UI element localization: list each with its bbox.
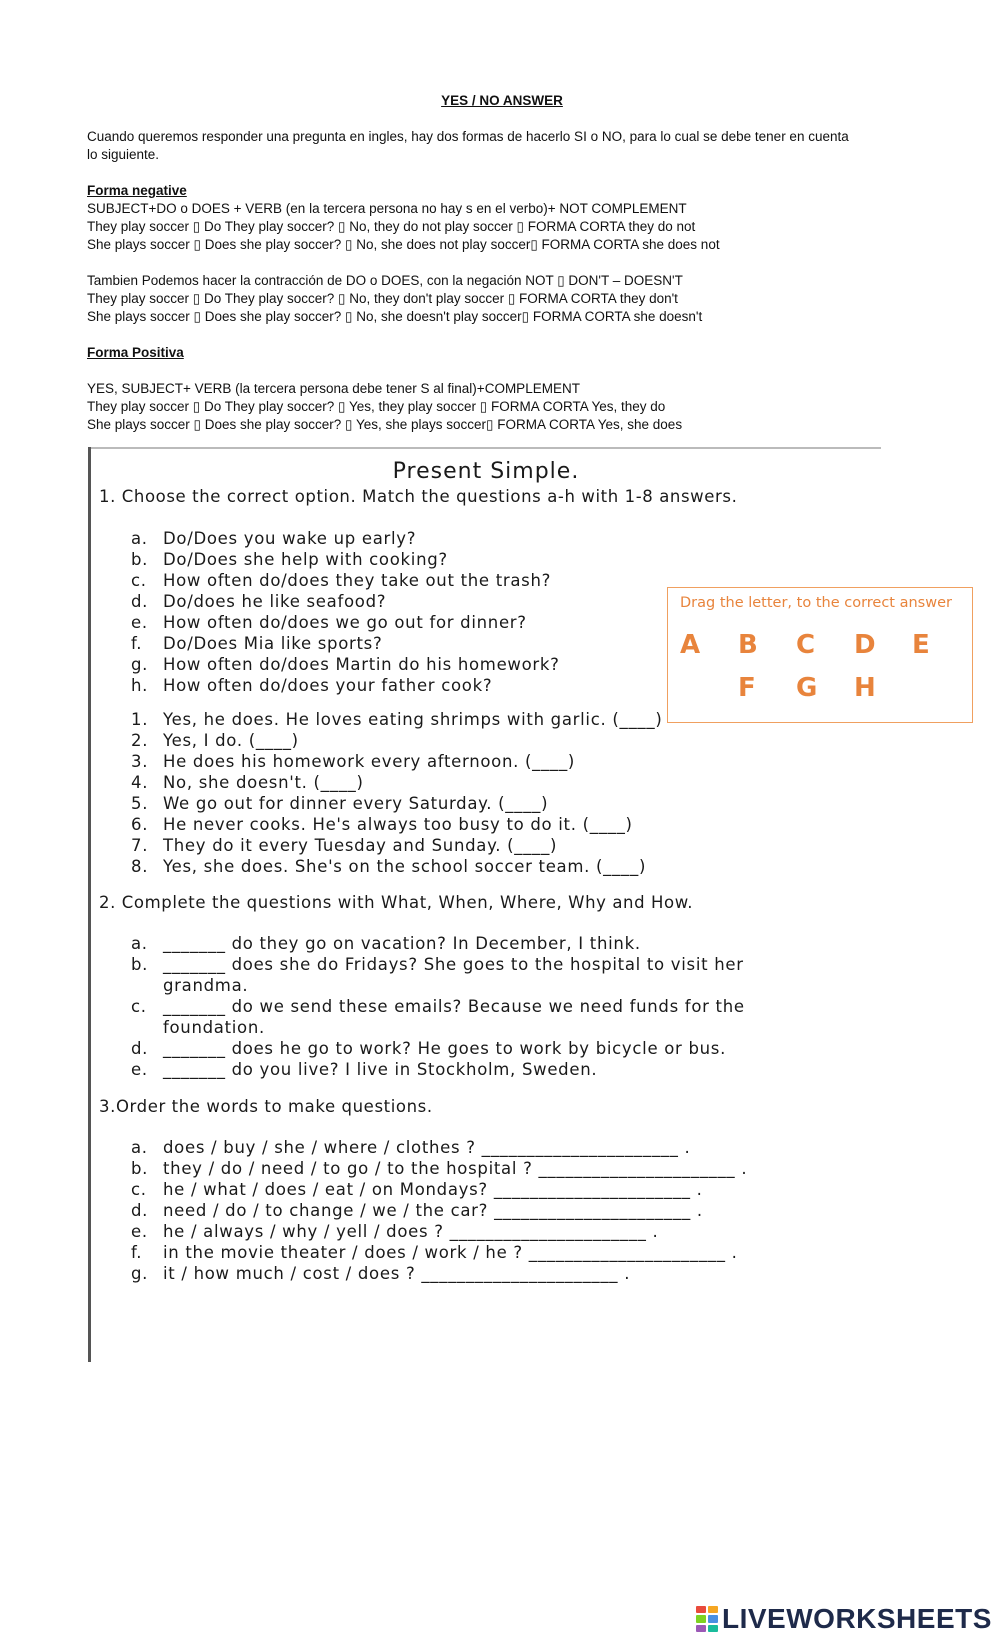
answer-label: 4. (131, 773, 149, 792)
negative-rule: SUBJECT+DO o DOES + VERB (en la tercera persona no hay s en el verbo)+ NOT COMPLEMENT (87, 201, 687, 216)
task2-text[interactable]: _______ do they go on vacation? In December, I think. (163, 934, 641, 953)
task3-label: a. (131, 1138, 148, 1157)
task3-text[interactable]: does / buy / she / where / clothes ? ______________________ . (163, 1138, 691, 1157)
question-label: c. (131, 571, 147, 590)
question-row (131, 591, 560, 612)
drag-letter-box (667, 587, 973, 723)
question-label: e. (131, 613, 148, 632)
task2-continuation: foundation. (163, 1018, 265, 1037)
task2-item (131, 954, 745, 975)
contraction-example-they: They play soccer ▯ Do They play soccer? ▯ No, they don't play soccer ▯ FORMA CORTA they don't (87, 291, 678, 306)
logo-mark-icon (696, 1606, 718, 1632)
question-label: f. (131, 634, 143, 653)
question-row (131, 549, 560, 570)
task2-text[interactable]: _______ do you live? I live in Stockholm, Sweden. (163, 1060, 598, 1079)
question-label: a. (131, 529, 148, 548)
task2-text[interactable]: _______ does she do Fridays? She goes to the hospital to visit her (163, 955, 744, 974)
answer-row[interactable] (131, 856, 662, 877)
task3-text[interactable]: it / how much / cost / does ? ______________________ . (163, 1264, 631, 1283)
intro-lead-line-2: lo siguiente. (87, 147, 160, 162)
answer-label: 3. (131, 752, 149, 771)
task2-item (131, 1038, 745, 1059)
answer-text: We go out for dinner every Saturday. (____) (163, 794, 549, 813)
task3-item (131, 1221, 747, 1242)
question-row (131, 654, 560, 675)
task3-label: g. (131, 1264, 149, 1283)
task2-item (131, 933, 745, 954)
question-label: d. (131, 592, 149, 611)
task3-text[interactable]: he / always / why / yell / does ? ______________________ . (163, 1222, 659, 1241)
answer-row[interactable] (131, 793, 662, 814)
task2-item (131, 996, 745, 1017)
task3-text[interactable]: need / do / to change / we / the car? ______________________ . (163, 1201, 703, 1220)
answer-text: Yes, she does. She's on the school soccer team. (____) (163, 857, 647, 876)
question-text: Do/does he like seafood? (163, 592, 387, 611)
task3-label: f. (131, 1243, 143, 1262)
task2-items (131, 933, 745, 1080)
drag-letter-c[interactable]: C (796, 630, 816, 660)
question-text: How often do/does they take out the trash? (163, 571, 552, 590)
liveworksheets-logo (696, 1603, 992, 1635)
answer-row[interactable] (131, 730, 662, 751)
question-label: b. (131, 550, 149, 569)
question-label: h. (131, 676, 149, 695)
contraction-example-she: She plays soccer ▯ Does she play soccer? ▯ No, she doesn't play soccer▯ FORMA CORTA she doesn't (87, 309, 703, 324)
task2-label: c. (131, 997, 147, 1016)
question-text: Do/Does she help with cooking? (163, 550, 448, 569)
task3-item (131, 1242, 747, 1263)
task1-title: 1. Choose the correct option. Match the questions a-h with 1-8 answers. (99, 487, 738, 506)
answer-label: 6. (131, 815, 149, 834)
positive-heading: Forma Positiva (87, 345, 184, 360)
contraction-rule: Tambien Podemos hacer la contracción de DO o DOES, con la negación NOT ▯ DON'T – DOESN'T (87, 273, 683, 288)
task3-items (131, 1137, 747, 1284)
answer-row[interactable] (131, 814, 662, 835)
answer-text: He never cooks. He's always too busy to do it. (____) (163, 815, 633, 834)
answer-row[interactable] (131, 835, 662, 856)
drag-letter-d[interactable]: D (854, 630, 876, 660)
task1-answers (131, 709, 662, 877)
answer-text: Yes, he does. He loves eating shrimps with garlic. (____) (163, 710, 663, 729)
intro-lead-line-1: Cuando queremos responder una pregunta en ingles, hay dos formas de hacerlo SI o NO, para lo cual se debe tener en cuenta (87, 129, 849, 144)
task3-text[interactable]: they / do / need / to go / to the hospital ? ______________________ . (163, 1159, 748, 1178)
present-simple-sheet (88, 447, 881, 1362)
task2-item (131, 1059, 745, 1080)
question-text: How often do/does Martin do his homework? (163, 655, 560, 674)
sheet-top-rule (91, 447, 881, 449)
intro-section (87, 92, 917, 434)
task3-label: e. (131, 1222, 148, 1241)
answer-text: No, she doesn't. (____) (163, 773, 364, 792)
question-row (131, 612, 560, 633)
task3-label: b. (131, 1159, 149, 1178)
task2-label: a. (131, 934, 148, 953)
task2-title: 2. Complete the questions with What, When, Where, Why and How. (99, 893, 694, 912)
task2-text[interactable]: _______ does he go to work? He goes to work by bicycle or bus. (163, 1039, 727, 1058)
answer-text: They do it every Tuesday and Sunday. (____) (163, 836, 558, 855)
answer-row[interactable] (131, 709, 662, 730)
drag-letter-b[interactable]: B (738, 630, 758, 660)
drag-letter-e[interactable]: E (912, 630, 930, 660)
drag-hint: Drag the letter, to the correct answer (680, 595, 952, 611)
answer-text: He does his homework every afternoon. (____) (163, 752, 576, 771)
question-label: g. (131, 655, 149, 674)
task3-title: 3.Order the words to make questions. (99, 1097, 433, 1116)
drag-letter-a[interactable]: A (680, 630, 701, 660)
task1-questions (131, 528, 560, 696)
answer-row[interactable] (131, 772, 662, 793)
question-row (131, 633, 560, 654)
question-row (131, 675, 560, 696)
sheet-heading: Present Simple. (392, 459, 580, 484)
task2-continuation: grandma. (163, 976, 249, 995)
question-text: How often do/does your father cook? (163, 676, 493, 695)
positive-rule: YES, SUBJECT+ VERB (la tercera persona debe tener S al final)+COMPLEMENT (87, 381, 580, 396)
negative-example-she: She plays soccer ▯ Does she play soccer? ▯ No, she does not play soccer▯ FORMA CORTA she does not (87, 237, 720, 252)
positive-example-they: They play soccer ▯ Do They play soccer? ▯ Yes, they play soccer ▯ FORMA CORTA Yes, they do (87, 399, 666, 414)
task3-item (131, 1158, 747, 1179)
positive-example-she: She plays soccer ▯ Does she play soccer? ▯ Yes, she plays soccer▯ FORMA CORTA Yes, she does (87, 417, 683, 432)
drag-letter-h[interactable]: H (854, 673, 876, 703)
question-text: How often do/does we go out for dinner? (163, 613, 527, 632)
task2-label: e. (131, 1060, 148, 1079)
answer-label: 2. (131, 731, 149, 750)
negative-heading: Forma negative (87, 183, 187, 198)
drag-letter-f[interactable]: F (738, 673, 756, 703)
answer-text: Yes, I do. (____) (163, 731, 299, 750)
answer-label: 5. (131, 794, 149, 813)
task3-text[interactable]: in the movie theater / does / work / he ? ______________________ . (163, 1243, 738, 1262)
question-text: Do/Does Mia like sports? (163, 634, 383, 653)
task3-label: c. (131, 1180, 147, 1199)
task2-label: b. (131, 955, 149, 974)
intro-title: YES / NO ANSWER (441, 93, 563, 108)
task2-label: d. (131, 1039, 149, 1058)
task3-label: d. (131, 1201, 149, 1220)
task2-text[interactable]: _______ do we send these emails? Because we need funds for the (163, 997, 745, 1016)
answer-label: 1. (131, 710, 149, 729)
answer-row[interactable] (131, 751, 662, 772)
task3-item (131, 1200, 747, 1221)
drag-letter-g[interactable]: G (796, 673, 818, 703)
task3-item (131, 1263, 747, 1284)
task3-item (131, 1137, 747, 1158)
negative-example-they: They play soccer ▯ Do They play soccer? ▯ No, they do not play soccer ▯ FORMA CORTA they do not (87, 219, 696, 234)
task3-text[interactable]: he / what / does / eat / on Mondays? ______________________ . (163, 1180, 703, 1199)
task3-item (131, 1179, 747, 1200)
logo-wordmark: LIVEWORKSHEETS (722, 1603, 992, 1634)
question-row (131, 528, 560, 549)
question-row (131, 570, 560, 591)
answer-label: 8. (131, 857, 149, 876)
question-text: Do/Does you wake up early? (163, 529, 417, 548)
answer-label: 7. (131, 836, 149, 855)
